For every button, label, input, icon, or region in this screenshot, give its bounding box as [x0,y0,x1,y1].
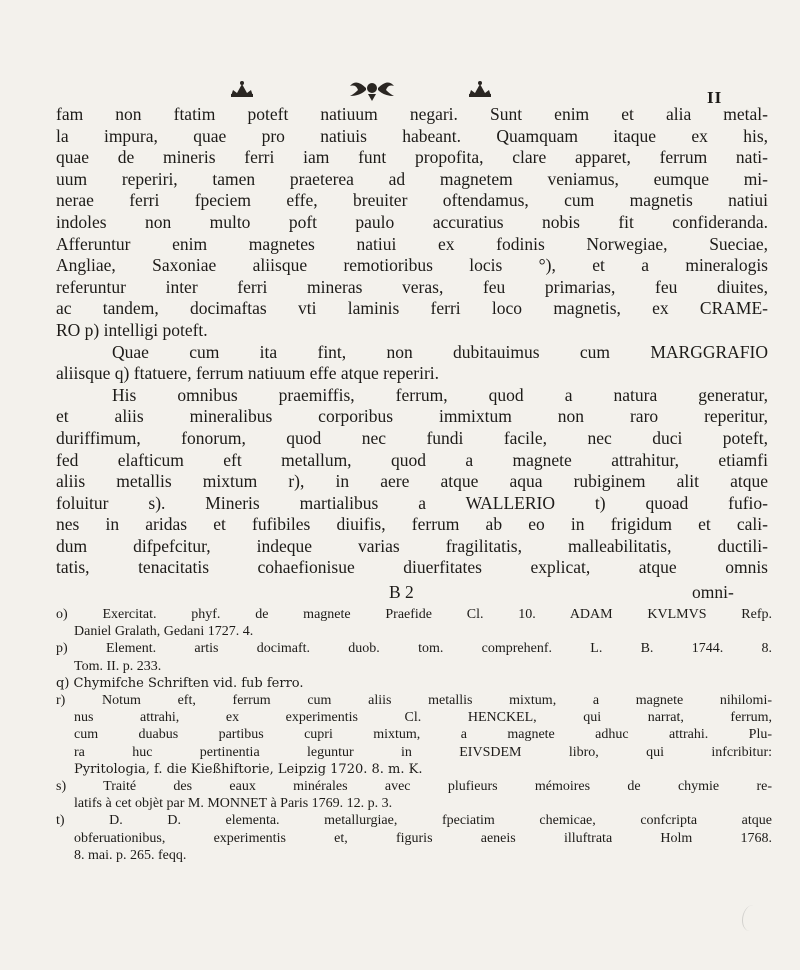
text-line: uum reperiri, tamen praeterea ad magnetem veniamus, eumque mi- [56,168,768,189]
footnote-line: cum duabus partibus cupri mixtum, a magnete adhuc attrahi. Plu- [74,727,772,743]
text-line: dum difpefcitur, indeque varias fragilitatis, malleabilitatis, ductili- [56,535,768,556]
text-line: duriffimum, fonorum, quod nec fundi facile, nec duci poteft, [56,427,768,448]
text-line: RO p) intelligi poteft. [56,319,208,340]
text-line: la impura, quae pro natiuis habeant. Quamquam itaque ex his, [56,125,768,146]
main-text [56,104,768,579]
footnote-line: r) Notum eft, ferrum cum aliis metallis mixtum, a magnete nihilomi- [56,693,772,709]
text-line: Afferuntur enim magnetes natiui ex fodinis Norwegiae, Sueciae, [56,233,768,254]
text-line: referuntur inter ferri mineras veras, feu primarias, feu diuites, [56,276,768,297]
text-line: His omnibus praemiffis, ferrum, quod a natura generatur, [112,384,768,405]
footnote-line: t) D. D. elementa. metallurgiae, fpeciatim chemicae, confcripta atque [56,813,772,829]
footnote-line: obferuationibus, experimentis et, figuris aeneis illuftrata Holm 1768. [74,830,772,846]
footnote-line: Daniel Gralath, Gedani 1727. 4. [74,624,254,640]
text-line: aliisque q) ftatuere, ferrum natiuum effe atque reperiri. [56,363,440,384]
footnote-line: o) Exercitat. phyf. de magnete Praefide Cl. 10. ADAM KVLMVS Refp. [56,607,772,622]
text-line: nerae ferri fpeciem effe, breuiter oftendamus, cum magnetis natiui [56,190,768,211]
footnote-line: nus attrahi, ex experimentis Cl. HENCKEL, qui narrat, ferrum, [74,710,772,726]
footnote-line: q) Chymifche Schriften vid. fub ferro. [56,675,304,691]
text-line: foluitur s). Mineris martialibus a WALLERIO t) quoad fufio- [56,492,768,513]
text-line: tatis, tenacitatis cohaefionisue diuerfitates explicat, atque omnis [56,557,768,578]
text-line: fed elafticum eft metallum, quod a magnete attrahitur, etiamfi [56,449,768,470]
catchword: omni- [692,582,734,602]
text-line: Quae cum ita fint, non dubitauimus cum MARGGRAFIO [112,341,768,362]
crown-ornament-icon [467,80,493,98]
footnote-line: Tom. II. p. 233. [74,658,162,674]
footnote-line: Pyritologia, f. die Kießhiftorie, Leipzig 1720. 8. m. K. [74,761,423,777]
text-line: nes in aridas et fufibiles diuifis, ferrum ab eo in frigidum et cali- [56,514,768,535]
text-line: indoles non multo poft paulo accuratius nobis fit confideranda. [56,211,768,232]
footnote-line: 8. mai. p. 265. feqq. [74,847,187,863]
text-line: et aliis mineralibus corporibus immixtum non raro reperitur, [56,406,768,427]
footnote-line: s) Traité des eaux minérales avec plufieurs mémoires de chymie re- [56,779,772,795]
signature-mark: B 2 [389,582,414,602]
footnotes [56,606,772,864]
cherub-ornament-icon [348,76,396,102]
footnote-line: ra huc pertinentia leguntur in EIVSDEM libro, qui infcribitur: [74,744,772,760]
text-line: aliis metallis mixtum r), in aere atque aqua rubiginem alit atque [56,471,768,492]
text-line: fam non ftatim poteft natiuum negari. Sunt enim et alia metal- [56,104,768,124]
text-line: quae de mineris ferri iam funt propofita, clare apparet, ferrum nati- [56,147,768,168]
page-number: II [707,88,723,107]
text-line: Angliae, Saxoniae aliisque remotioribus locis °), et a mineralogis [56,255,768,276]
footnote-line: latifs à cet objèt par M. MONNET à Paris 1769. 12. p. 3. [74,796,393,812]
footnote-line: p) Element. artis docimaft. duob. tom. comprehenf. L. B. 1744. 8. [56,641,772,657]
paper-mark [742,905,761,931]
crown-ornament-icon [229,80,255,98]
text-line: ac tandem, docimaftas vti laminis ferri loco magnetis, ex CRAME- [56,298,768,319]
